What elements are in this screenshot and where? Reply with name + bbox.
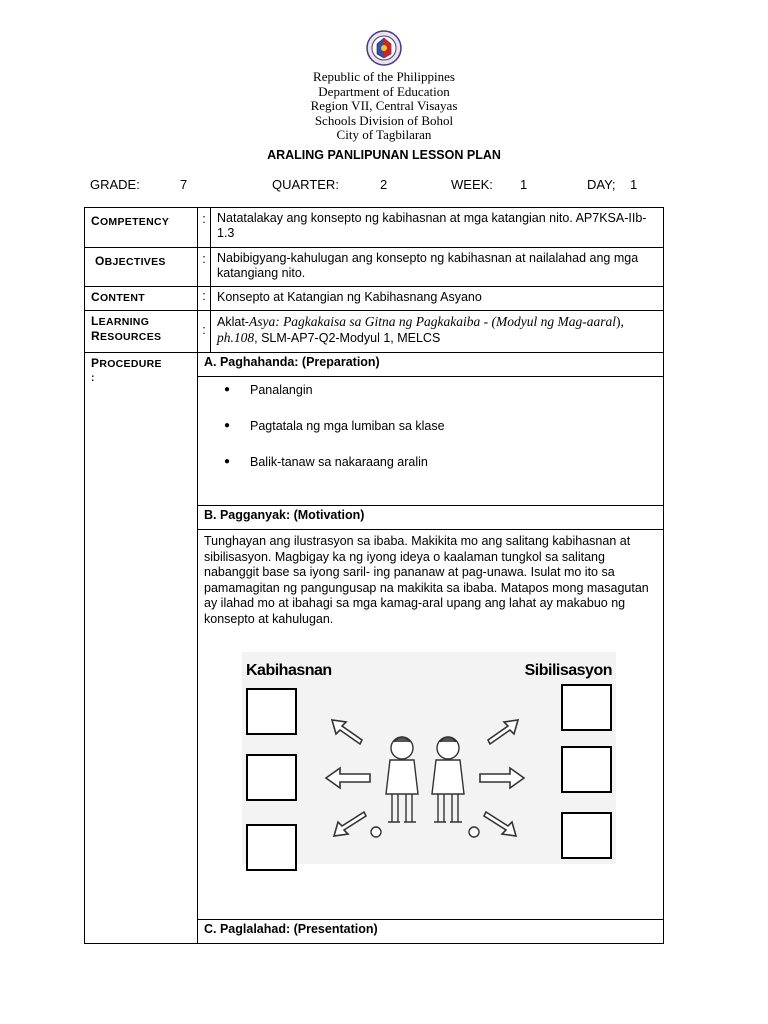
procedure-row [85,353,664,944]
header-line-republic: Republic of the Philippines [313,69,455,84]
list-item: ● Pagtatala ng mga lumiban sa klase [224,419,663,455]
procedure-body [198,353,664,944]
illustration-right-label: Sibilisasyon [524,662,612,679]
deped-seal-icon [366,30,402,66]
preparation-list [198,377,663,491]
section-a-body [198,377,663,506]
resources-value: Aklat-Asya: Pagkakaisa sa Gitna ng Pagkakaiba - (Modyul ng Mag-aaral), ph.108, SLM-AP7-Q2-Modyul 1, MELCS [211,311,664,353]
lesson-plan-table [84,207,664,944]
content-row [85,287,664,311]
grade-value: 7 [180,177,188,192]
header-line-city: City of Tagbilaran [336,127,432,142]
list-item: ● Balik-tanaw sa nakaraang aralin [224,455,663,491]
procedure-label: PROCEDURE : [85,353,198,944]
competency-colon: : [198,208,211,248]
objectives-label: OBJECTIVES [85,248,198,287]
content-colon: : [198,287,211,311]
section-a-title: A. Paghahanda: (Preparation) [198,353,663,377]
week-label: WEEK: [451,177,493,192]
competency-row [85,208,664,248]
objectives-value: Nabibigyang-kahulugan ang konsepto ng kabihasnan at nailalahad ang mga katangiang nito. [211,248,664,287]
header-line-region: Region VII, Central Visayas [310,98,458,113]
objectives-row [85,248,664,287]
grade-label: GRADE: [90,177,140,192]
section-b-title: B. Pagganyak: (Motivation) [198,506,663,530]
section-b-body [198,530,663,920]
quarter-value: 2 [380,177,388,192]
section-c-title: C. Paglalahad: (Presentation) [204,922,378,936]
motivation-paragraph: Tunghayan ang ilustrasyon sa ibaba. Makikita mo ang salitang kabihasnan at sibilisasyon. Magbigay ka ng iyong ideya o kaalaman tungkol sa salitang nabanggit base sa iyong saril- ing pananaw at pag-unawa. Isulat mo ito sa pamamagitan ng pangungusap na makikita sa ibaba. Matapos mong masagutan ay ilahad mo at ibahagi sa mga kamag-aral upang ang lahat ay makabuo ng konsepto at kahulugan. [204,534,649,626]
day-value: 1 [630,177,638,192]
content-value: Konsepto at Katangian ng Kabihasnang Asyano [211,287,664,311]
letterhead [0,30,768,143]
header-line-division: Schools Division of Bohol [314,112,454,128]
content-label: CONTENT [85,287,198,311]
competency-label: COMPETENCY [85,208,198,248]
list-item: ● Panalangin [224,383,663,419]
resources-colon: : [198,311,211,353]
resources-label: LEARNING RESOURCES [85,311,198,353]
quarter-label: QUARTER: [272,177,339,192]
week-value: 1 [520,177,528,192]
document-title: ARALING PANLIPUNAN LESSON PLAN [267,148,501,162]
competency-value: Natatalakay ang konsepto ng kabihasnan at mga katangian nito. AP7KSA-IIb-1.3 [211,208,664,248]
illustration-left-label: Kabihasnan [246,662,332,679]
resources-row [85,311,664,353]
boys-and-arrows-icon [242,652,616,864]
day-label: DAY; [587,177,616,192]
header-line-department: Department of Education [318,83,450,99]
objectives-colon: : [198,248,211,287]
illustration-kabihasnan-sibilisasyon [242,652,616,864]
